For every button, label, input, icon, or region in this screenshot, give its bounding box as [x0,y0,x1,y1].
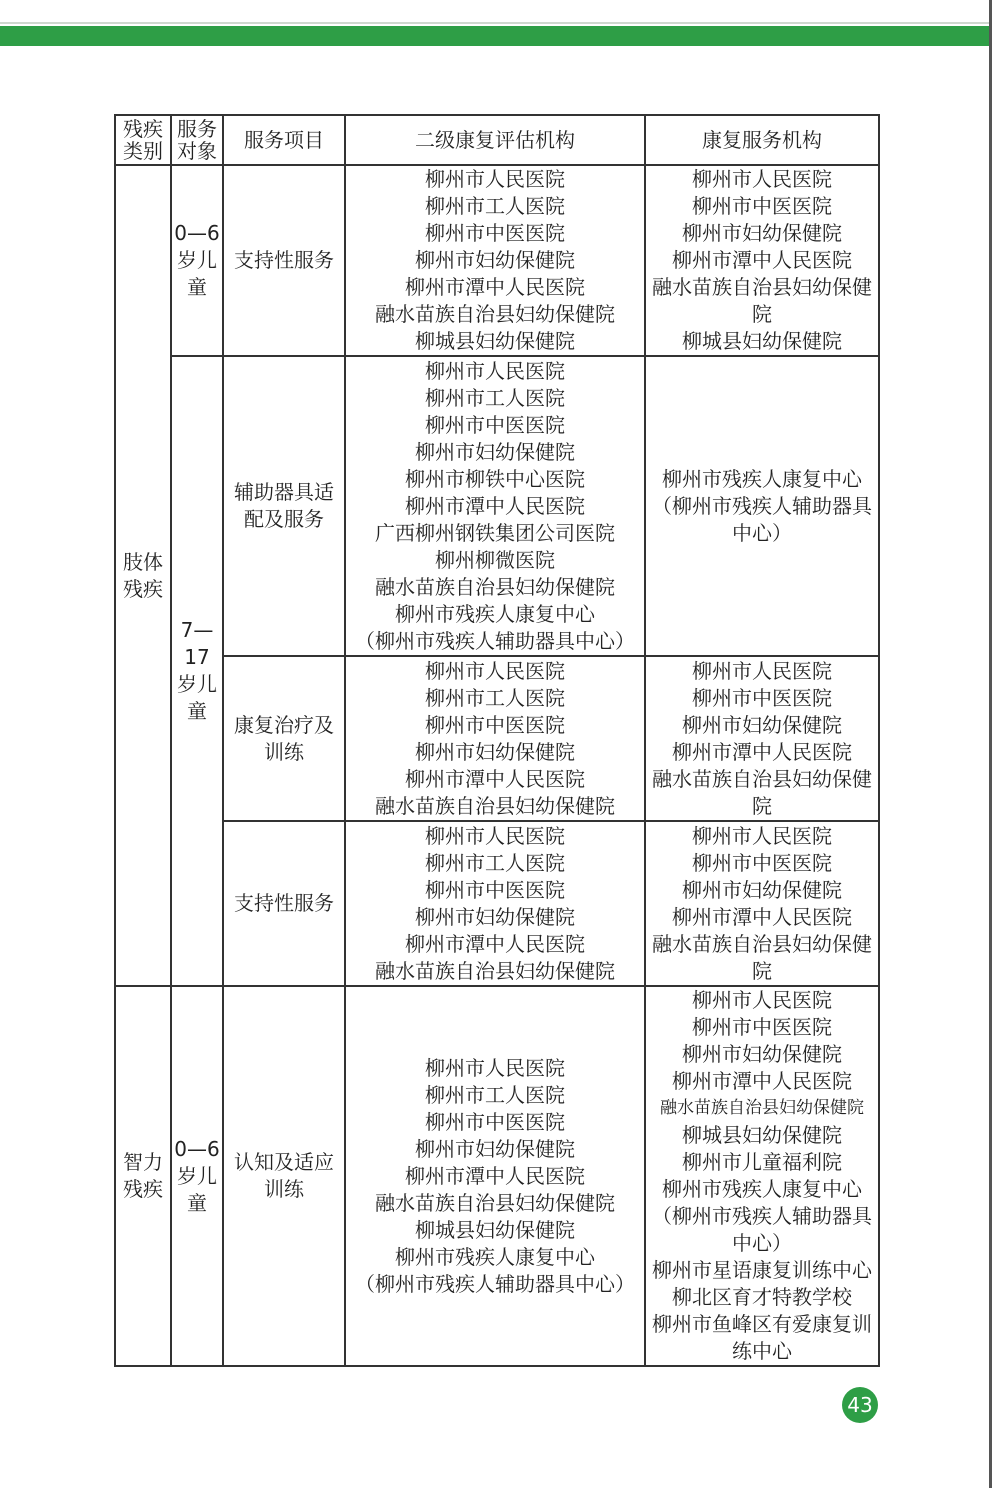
header-green-bar [0,26,992,46]
table-row [115,356,879,656]
rehab-line: 柳州市星语康复训练中心 [652,1258,872,1282]
top-divider [0,22,992,24]
rehab-cell: 柳州市残疾人康复中心（柳州市残疾人辅助器具中心） [645,356,879,656]
rehab-cell: 柳州市人民医院 柳州市中医医院 柳州市妇幼保健院 柳州市潭中人民医院 融水苗族自治县妇幼保健院 [645,821,879,986]
rehab-line: 柳州市潭中人民医院 [672,1069,852,1093]
table-row [115,986,879,1366]
rehab-cell: 柳州市人民医院 柳州市中医医院 柳州市妇幼保健院 柳州市潭中人民医院 融水苗族自治县妇幼保健院 柳城县妇幼保健院 [645,165,879,356]
header-rehab: 康复服务机构 [645,115,879,165]
assess-cell: 柳州市人民医院 柳州市工人医院 柳州市中医医院 柳州市妇幼保健院 柳州市潭中人民医院 融水苗族自治县妇幼保健院 [345,656,645,821]
age-cell: 7—17 岁儿童 [171,356,223,986]
rehab-line: 柳州市中医医院 [692,1015,832,1039]
service-cell: 康复治疗及训练 [223,656,345,821]
service-cell: 支持性服务 [223,165,345,356]
table-row [115,165,879,356]
rehab-line: 柳州市人民医院 [692,988,832,1012]
table-row [115,656,879,821]
age-cell: 0—6 岁儿童 [171,165,223,356]
service-cell: 支持性服务 [223,821,345,986]
rehab-line: 融水苗族自治县妇幼保健院 [660,1098,864,1118]
rehab-cell [645,986,879,1366]
page-number-badge: 43 [842,1387,878,1423]
assess-cell: 柳州市人民医院 柳州市工人医院 柳州市中医医院 柳州市妇幼保健院 柳州市潭中人民医院 融水苗族自治县妇幼保健院 柳城县妇幼保健院 [345,165,645,356]
service-cell: 认知及适应训练 [223,986,345,1366]
rehab-line: 柳州市鱼峰区有爱康复训练中心 [652,1312,872,1363]
rehab-cell: 柳州市人民医院 柳州市中医医院 柳州市妇幼保健院 柳州市潭中人民医院 融水苗族自治县妇幼保健院 [645,656,879,821]
rehab-line: 柳州市儿童福利院 [682,1150,842,1174]
rehab-line: 柳州市妇幼保健院 [682,1042,842,1066]
category-cell: 智力残疾 [115,986,171,1366]
table-row [115,821,879,986]
category-cell: 肢体残疾 [115,165,171,986]
rehab-institution-table [114,114,880,1367]
rehab-line: 柳北区育才特教学校 [672,1285,852,1309]
age-cell: 0—6 岁儿童 [171,986,223,1366]
header-service: 服务项目 [223,115,345,165]
header-assess: 二级康复评估机构 [345,115,645,165]
header-target: 服务对象 [171,115,223,165]
table-header-row [115,115,879,165]
rehab-line: 柳州市残疾人康复中心（柳州市残疾人辅助器具中心） [652,1177,872,1255]
rehab-institution-table-wrap [114,114,880,1367]
service-cell: 辅助器具适配及服务 [223,356,345,656]
rehab-line: 柳城县妇幼保健院 [682,1123,842,1147]
assess-cell: 柳州市人民医院 柳州市工人医院 柳州市中医医院 柳州市妇幼保健院 柳州市潭中人民医院 融水苗族自治县妇幼保健院 [345,821,645,986]
assess-cell: 柳州市人民医院 柳州市工人医院 柳州市中医医院 柳州市妇幼保健院 柳州市柳铁中心医院 柳州市潭中人民医院 广西柳州钢铁集团公司医院 柳州柳微医院 融水苗族自治县妇幼保健院 柳州市残疾人康复中心 （柳州市残疾人辅助器具中心） [345,356,645,656]
header-category: 残疾类别 [115,115,171,165]
assess-cell: 柳州市人民医院 柳州市工人医院 柳州市中医医院 柳州市妇幼保健院 柳州市潭中人民医院 融水苗族自治县妇幼保健院 柳城县妇幼保健院 柳州市残疾人康复中心 （柳州市残疾人辅助器具中心） [345,986,645,1366]
